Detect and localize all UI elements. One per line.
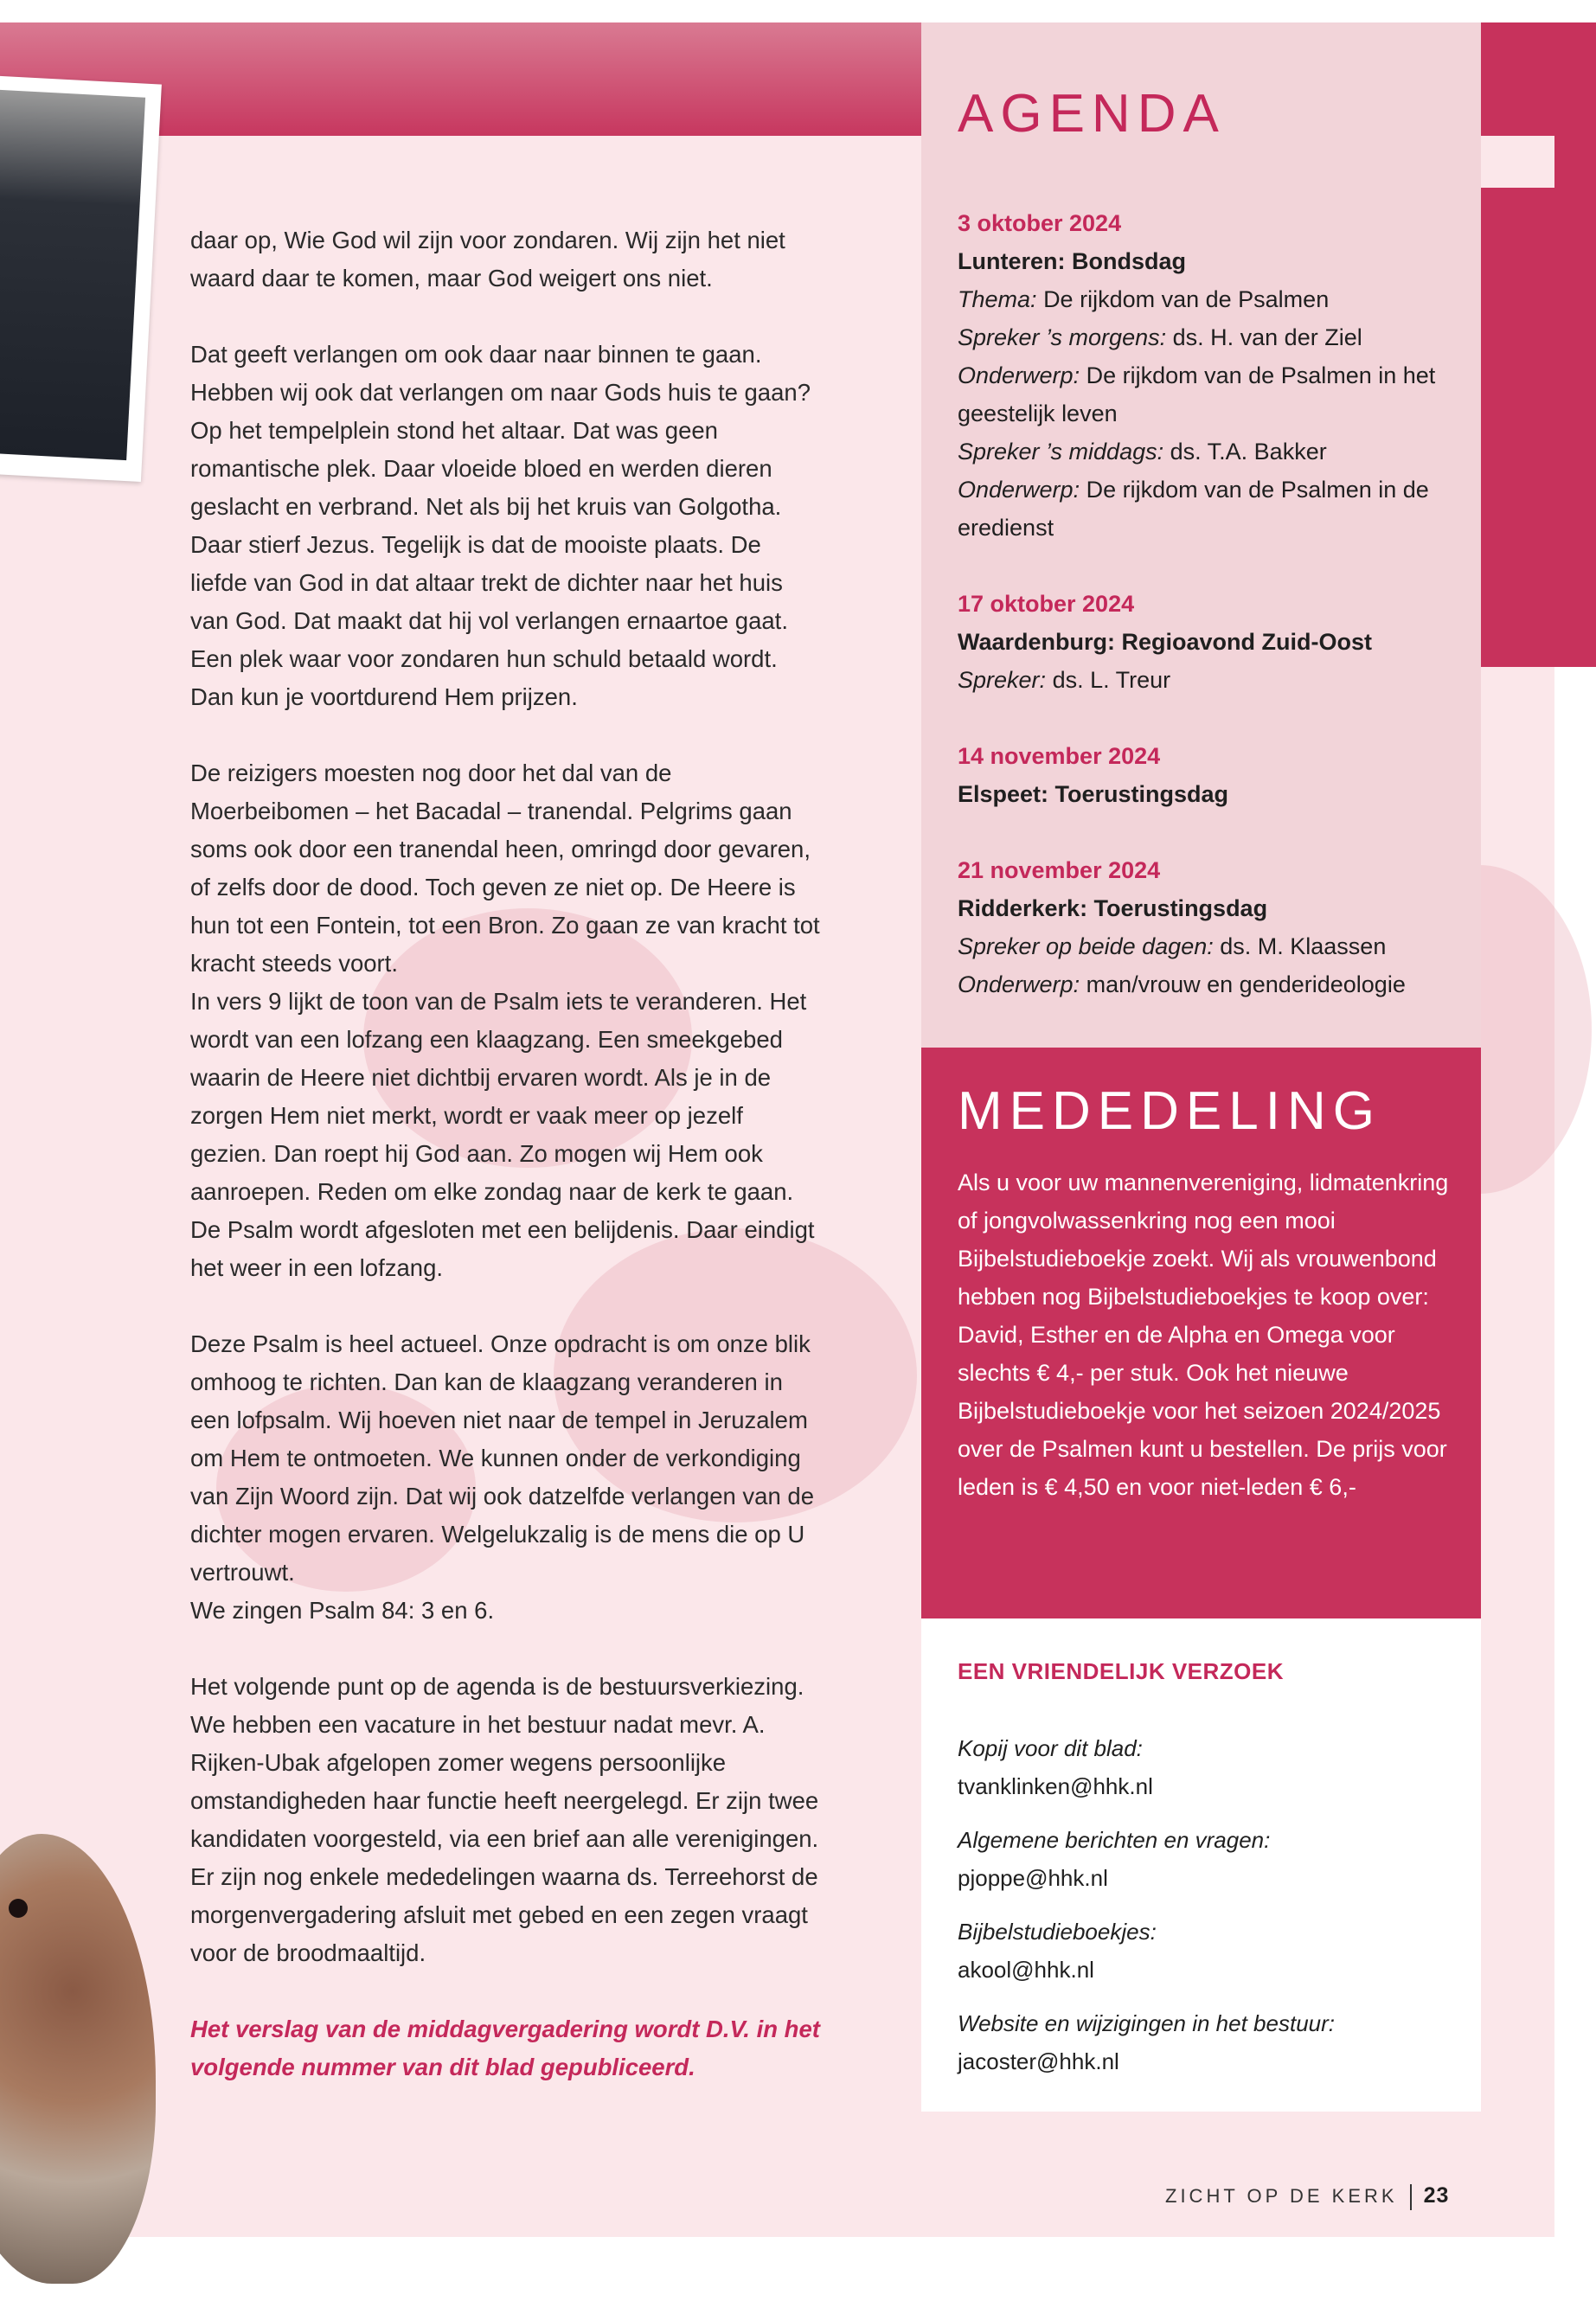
footer-divider [1410,2184,1412,2210]
agenda-title: AGENDA [958,84,1226,144]
event-title: Lunteren: Bondsdag [958,248,1186,274]
detail-label: Spreker: [958,667,1047,693]
event-detail [958,433,1468,471]
accent-strip [1481,22,1596,667]
detail-label: Spreker ’s middags: [958,439,1164,465]
detail-label: Spreker op beide dagen: [958,933,1214,959]
agenda-event [958,851,1468,1003]
agenda-list [958,204,1468,1042]
event-detail [958,927,1468,965]
contact-item [958,1729,1459,1805]
page-number: 23 [1423,2183,1450,2208]
detail-value: De rijkdom van de Psalmen in het geestelijk leven [958,362,1436,426]
contact-email[interactable]: jacoster@hhk.nl [958,2048,1119,2074]
agenda-event [958,585,1468,699]
agenda-event [958,204,1468,547]
detail-value: ds. T.A. Bakker [1170,439,1327,465]
mededeling-panel [921,1048,1481,1618]
closing-note: Het verslag van de middagvergadering wordt D.V. in het volgende nummer van dit blad gepubliceerd. [190,2016,820,2080]
contact-item [958,1821,1459,1897]
article-paragraph: In vers 9 lijkt de toon van de Psalm iets te veranderen. Het wordt van een lofzang een klaagzang. Een smeekgebed waarin de Heere niet dichtbij ervaren wordt. Als je in de zorgen Hem niet merkt, wordt er vaak meer op jezelf gezien. Dan roept hij God aan. Zo mogen wij Hem ook aanroepen. Reden om elke zondag naar de kerk te gaan. De Psalm wordt afgesloten met een belijdenis. Daar eindigt het weer in een lofzang. [190,988,815,1281]
contact-email[interactable]: tvanklinken@hhk.nl [958,1773,1153,1799]
contact-email[interactable]: akool@hhk.nl [958,1957,1094,1983]
contact-list [958,1729,1459,2096]
page-footer [1165,2183,1449,2210]
contact-panel [921,1618,1481,2112]
detail-value: ds. H. van der Ziel [1172,324,1362,350]
magazine-name: ZICHT OP DE KERK [1165,2185,1398,2207]
detail-label: Onderwerp: [958,971,1080,997]
strip-notch [1481,136,1554,188]
event-date: 17 oktober 2024 [958,591,1135,617]
event-date: 3 oktober 2024 [958,210,1122,236]
detail-value: De rijkdom van de Psalmen [1043,286,1330,312]
agenda-panel [921,22,1481,1048]
contact-label: Algemene berichten en vragen: [958,1827,1271,1853]
contact-label: Bijbelstudieboekjes: [958,1919,1157,1945]
detail-value: ds. L. Treur [1052,667,1171,693]
event-date: 14 november 2024 [958,743,1161,769]
event-title: Waardenburg: Regioavond Zuid-Oost [958,629,1372,655]
speaker-photo-image [0,90,145,461]
detail-label: Onderwerp: [958,362,1080,388]
event-detail [958,280,1468,318]
contact-item [958,1913,1459,1989]
contact-title: EEN VRIENDELIJK VERZOEK [958,1658,1285,1684]
event-title: Ridderkerk: Toerustingsdag [958,895,1268,921]
event-title: Elspeet: Toerustingsdag [958,781,1229,807]
detail-value: man/vrouw en genderideologie [1086,971,1406,997]
article-paragraph: We zingen Psalm 84: 3 en 6. [190,1597,495,1624]
event-date: 21 november 2024 [958,857,1161,883]
sparrow-eye [9,1899,28,1918]
article-paragraph: Dat geeft verlangen om ook daar naar binnen te gaan. Hebben wij ook dat verlangen om naar Gods huis te gaan? Op het tempelplein stond het altaar. Dat was geen romantische plek. Daar vloeide bloed en werden dieren geslacht en verbrand. Net als bij het kruis van Golgotha. Daar stierf Jezus. Tegelijk is dat de mooiste plaats. De liefde van God in dat altaar trekt de dichter naar het huis van God. Dat maakt dat hij vol verlangen ernaartoe gaat. Een plek waar voor zondaren hun schuld betaald wordt. Dan kun je voortdurend Hem prijzen. [190,341,811,710]
mededeling-title: MEDEDELING [958,1081,1381,1141]
event-detail [958,356,1468,433]
mededeling-body: Als u voor uw mannenvereniging, lidmatenkring of jongvolwassenkring nog een mooi Bijbelstudieboekje zoekt. Wij als vrouwenbond hebben nog Bijbelstudieboekjes te koop over: David, Esther en de Alpha en Omega voor slechts € 4,- per stuk. Ook het nieuwe Bijbelstudieboekje voor het seizoen 2024/2025 over de Psalmen kunt u bestellen. De prijs voor leden is € 4,50 en voor niet-leden € 6,- [958,1170,1449,1500]
contact-label: Kopij voor dit blad: [958,1735,1143,1761]
article-paragraph: Deze Psalm is heel actueel. Onze opdracht is om onze blik omhoog te richten. Dan kan de klaagzang veranderen in een lofpsalm. Wij hoeven niet naar de tempel in Jeruzalem om Hem te ontmoeten. We kunnen onder de verkondiging van Zijn Woord zijn. Dat wij ook datzelfde verlangen van de dichter mogen ervaren. Welgelukzalig is de mens die op U vertrouwt. [190,1330,814,1586]
event-detail [958,471,1468,547]
article-paragraph: De reizigers moesten nog door het dal van de Moerbeibomen – het Bacadal – tranendal. Pelgrims gaan soms ook door een tranendal heen, omringd door gevaren, of zelfs door de dood. Toch geven ze niet op. De Heere is hun tot een Fontein, tot een Bron. Zo gaan ze van kracht tot kracht steeds voort. [190,760,820,977]
detail-label: Thema: [958,286,1037,312]
contact-label: Website en wijzigingen in het bestuur: [958,2010,1335,2036]
contact-email[interactable]: pjoppe@hhk.nl [958,1865,1108,1891]
detail-value: De rijkdom van de Psalmen in de eredienst [958,477,1429,541]
article-paragraph: daar op, Wie God wil zijn voor zondaren. Wij zijn het niet waard daar te komen, maar God weigert ons niet. [190,227,785,292]
article-paragraph: Het volgende punt op de agenda is de bestuursverkiezing. We hebben een vacature in het bestuur nadat mevr. A. Rijken-Ubak afgelopen zomer wegens persoonlijke omstandigheden haar functie heeft neergelegd. Er zijn twee kandidaten voorgesteld, via een brief aan alle verenigingen. Er zijn nog enkele mededelingen waarna ds. Terreehorst de morgenvergadering afsluit met gebed en een zegen vraagt voor de broodmaaltijd. [190,1673,819,1966]
event-detail [958,661,1468,699]
article-body [190,221,822,2086]
event-detail [958,965,1468,1003]
agenda-event [958,737,1468,813]
speaker-photo [0,75,162,482]
event-detail [958,318,1468,356]
detail-label: Onderwerp: [958,477,1080,503]
contact-item [958,2004,1459,2080]
detail-label: Spreker ’s morgens: [958,324,1167,350]
detail-value: ds. M. Klaassen [1220,933,1387,959]
